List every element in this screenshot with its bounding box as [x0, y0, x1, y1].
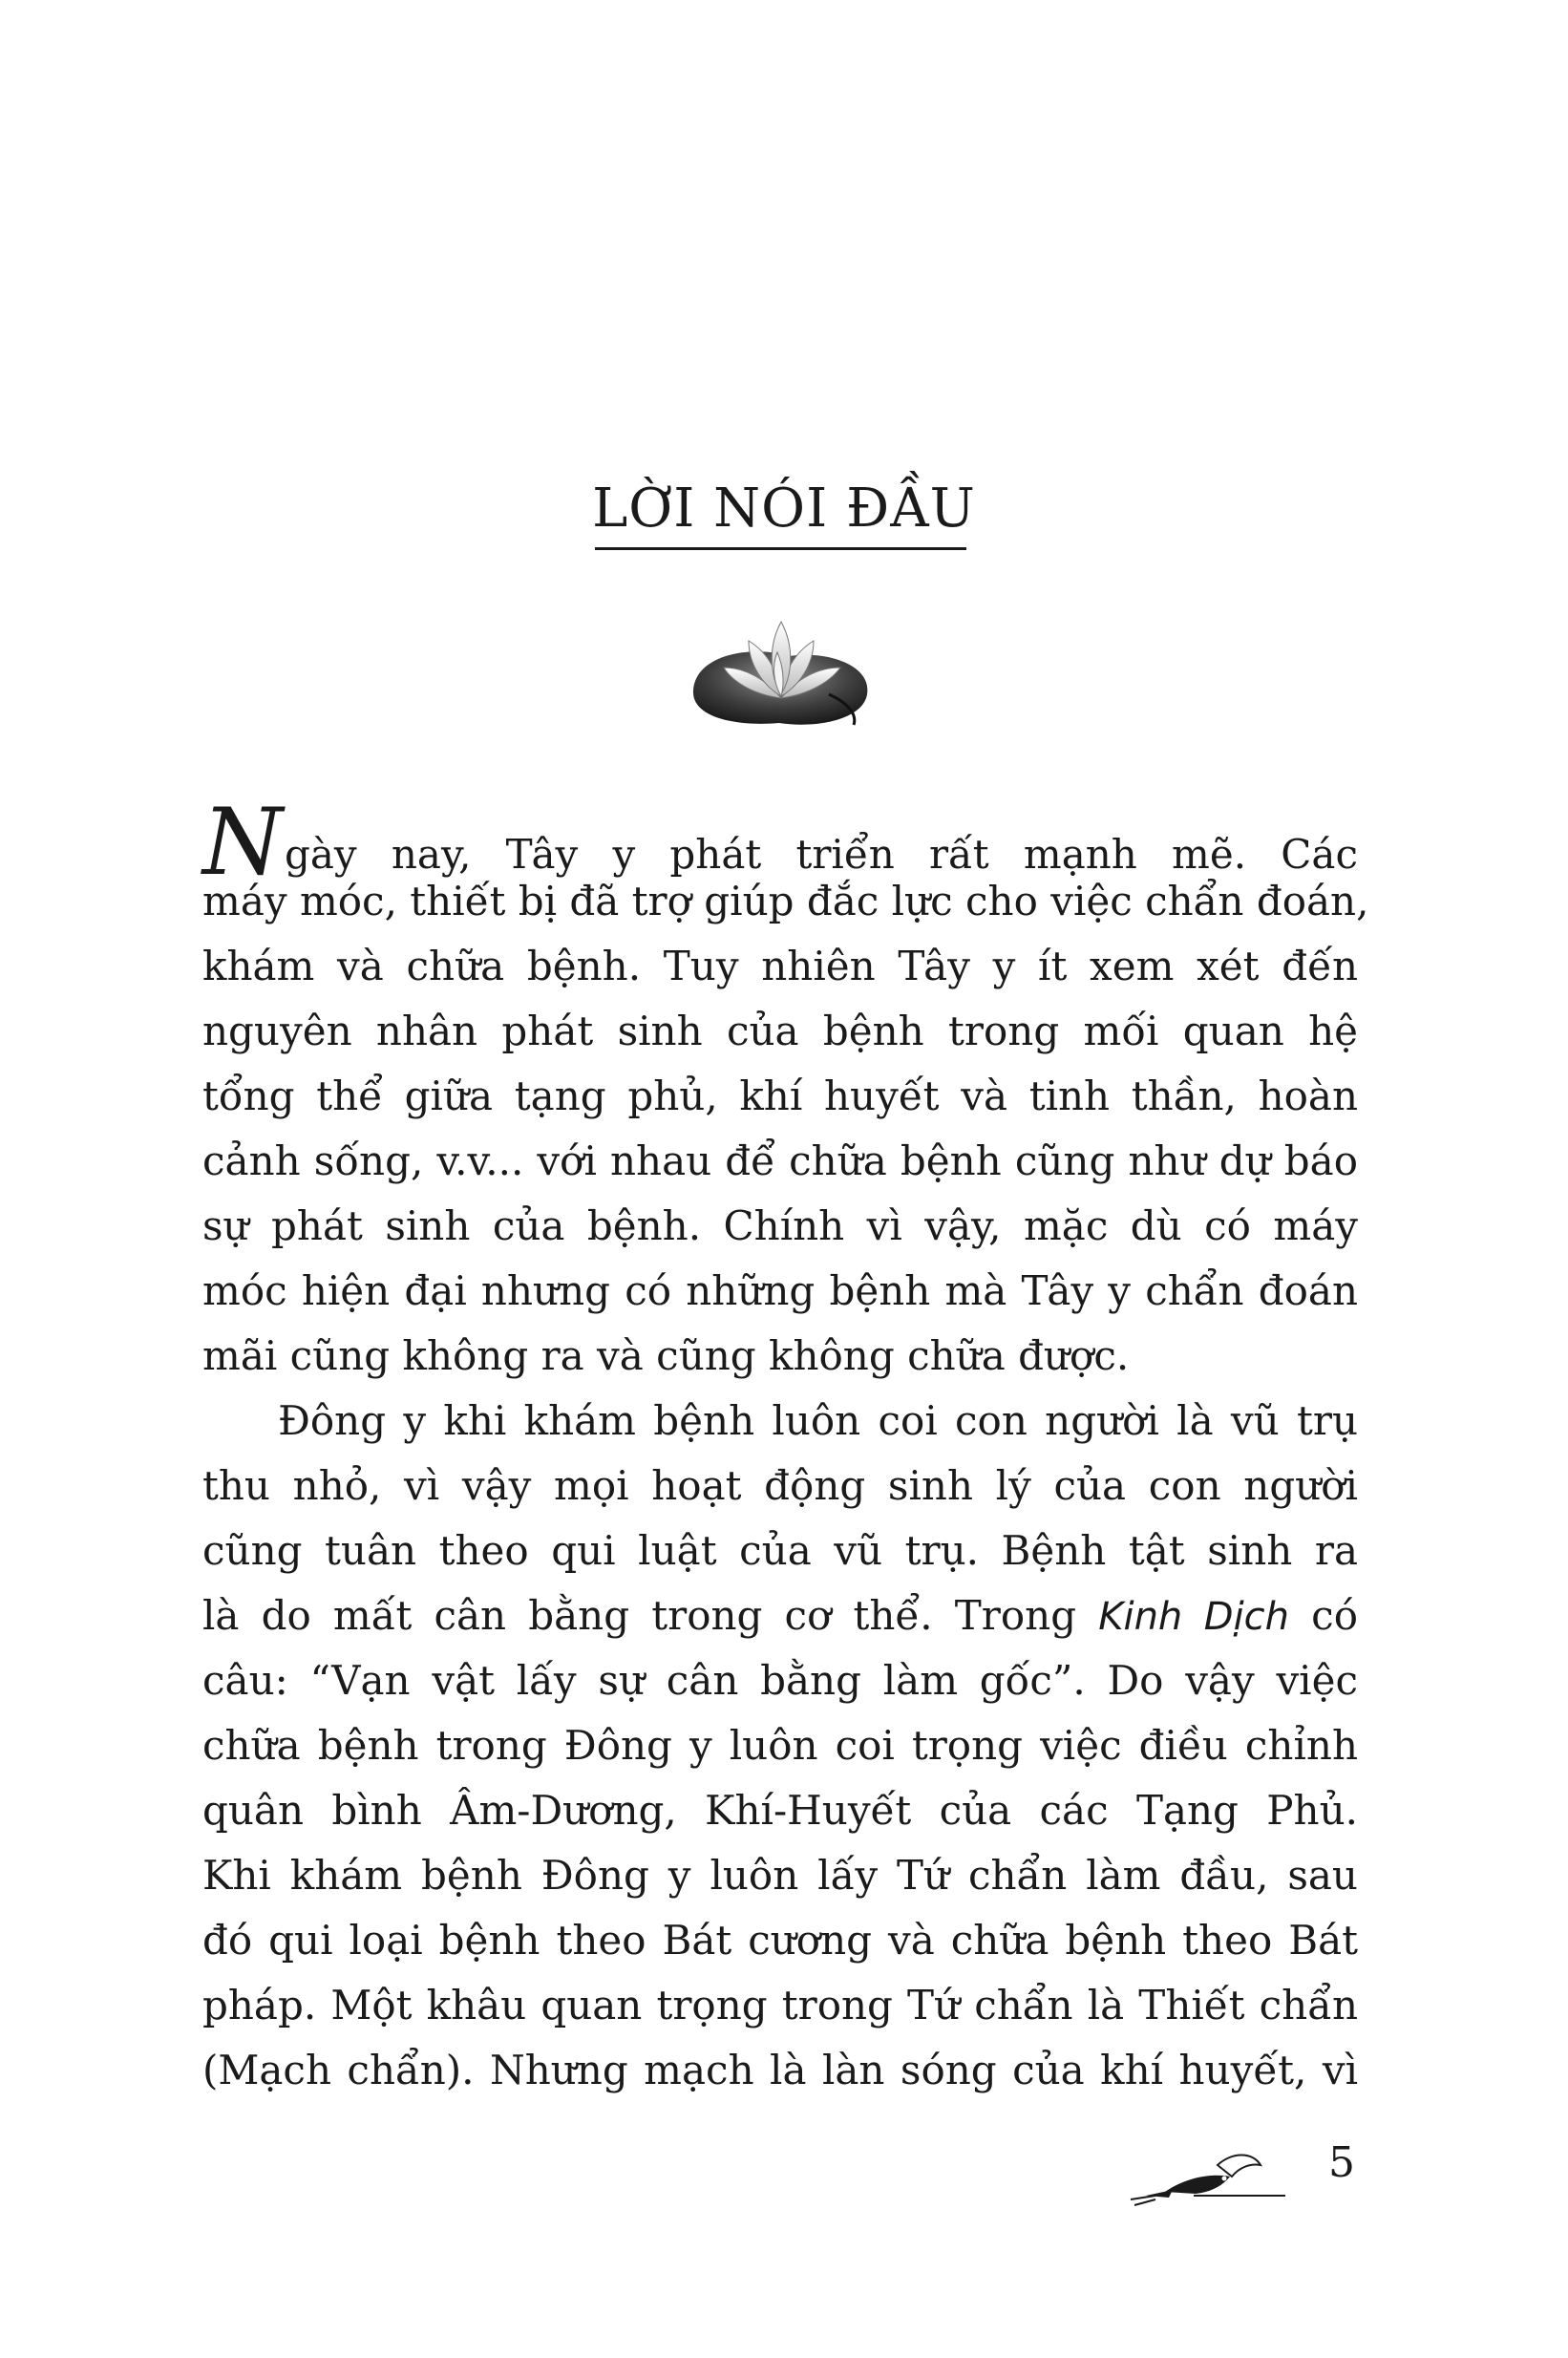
page-title: LỜI NÓI ĐẦU	[592, 478, 976, 540]
lotus-icon	[686, 606, 877, 731]
paragraph-line: cảnh sống, v.v... với nhau để chữa bệnh cũng như dự báo	[202, 1137, 1358, 1184]
paragraph-line: khám và chữa bệnh. Tuy nhiên Tây y ít xem xét đến	[202, 943, 1358, 989]
paragraph-line: cũng tuân theo qui luật của vũ trụ. Bệnh tật sinh ra	[202, 1527, 1358, 1574]
paragraph-line: máy móc, thiết bị đã trợ giúp đắc lực cho việc chẩn đoán,	[202, 878, 1369, 924]
paragraph-line: mãi cũng không ra và cũng không chữa được.	[202, 1332, 1130, 1379]
paragraph-line: móc hiện đại nhưng có những bệnh mà Tây y chẩn đoán	[202, 1267, 1358, 1314]
paragraph-line: pháp. Một khâu quan trọng trong Tứ chẩn là Thiết chẩn	[202, 1982, 1358, 2029]
title-underline	[595, 547, 966, 550]
paragraph-line: nguyên nhân phát sinh của bệnh trong mối quan hệ	[202, 1008, 1358, 1054]
bird-icon	[1127, 2144, 1289, 2211]
paragraph-line: Ngày nay, Tây y phát triển rất mạnh mẽ. Các	[202, 789, 1358, 896]
paragraph-line: tổng thể giữa tạng phủ, khí huyết và tinh thần, hoàn	[202, 1073, 1358, 1119]
paragraph-line: quân bình Âm-Dương, Khí-Huyết của các Tạng Phủ.	[202, 1787, 1358, 1834]
paragraph-line: chữa bệnh trong Đông y luôn coi trọng việc điều chỉnh	[202, 1722, 1358, 1769]
paragraph-line: Đông y khi khám bệnh luôn coi con người là vũ trụ	[278, 1397, 1358, 1444]
paragraph-line: Khi khám bệnh Đông y luôn lấy Tứ chẩn làm đầu, sau	[202, 1852, 1358, 1899]
paragraph-line: đó qui loại bệnh theo Bát cương và chữa bệnh theo Bát	[202, 1917, 1358, 1964]
drop-cap: N	[202, 789, 283, 896]
paragraph-line: là do mất cân bằng trong cơ thể. Trong Kinh Dịch có	[202, 1592, 1358, 1639]
paragraph-line: sự phát sinh của bệnh. Chính vì vậy, mặc dù có máy	[202, 1202, 1358, 1249]
body-text	[202, 789, 1369, 2103]
paragraph-line: câu: “Vạn vật lấy sự cân bằng làm gốc”. Do vậy việc	[202, 1657, 1358, 1704]
book-title: Kinh Dịch	[1098, 1595, 1290, 1639]
paragraph-line: thu nhỏ, vì vậy mọi hoạt động sinh lý của con người	[202, 1462, 1358, 1509]
page-number: 5	[1328, 2138, 1355, 2187]
paragraph-line: (Mạch chẩn). Nhưng mạch là làn sóng của khí huyết, vì	[202, 2047, 1358, 2093]
